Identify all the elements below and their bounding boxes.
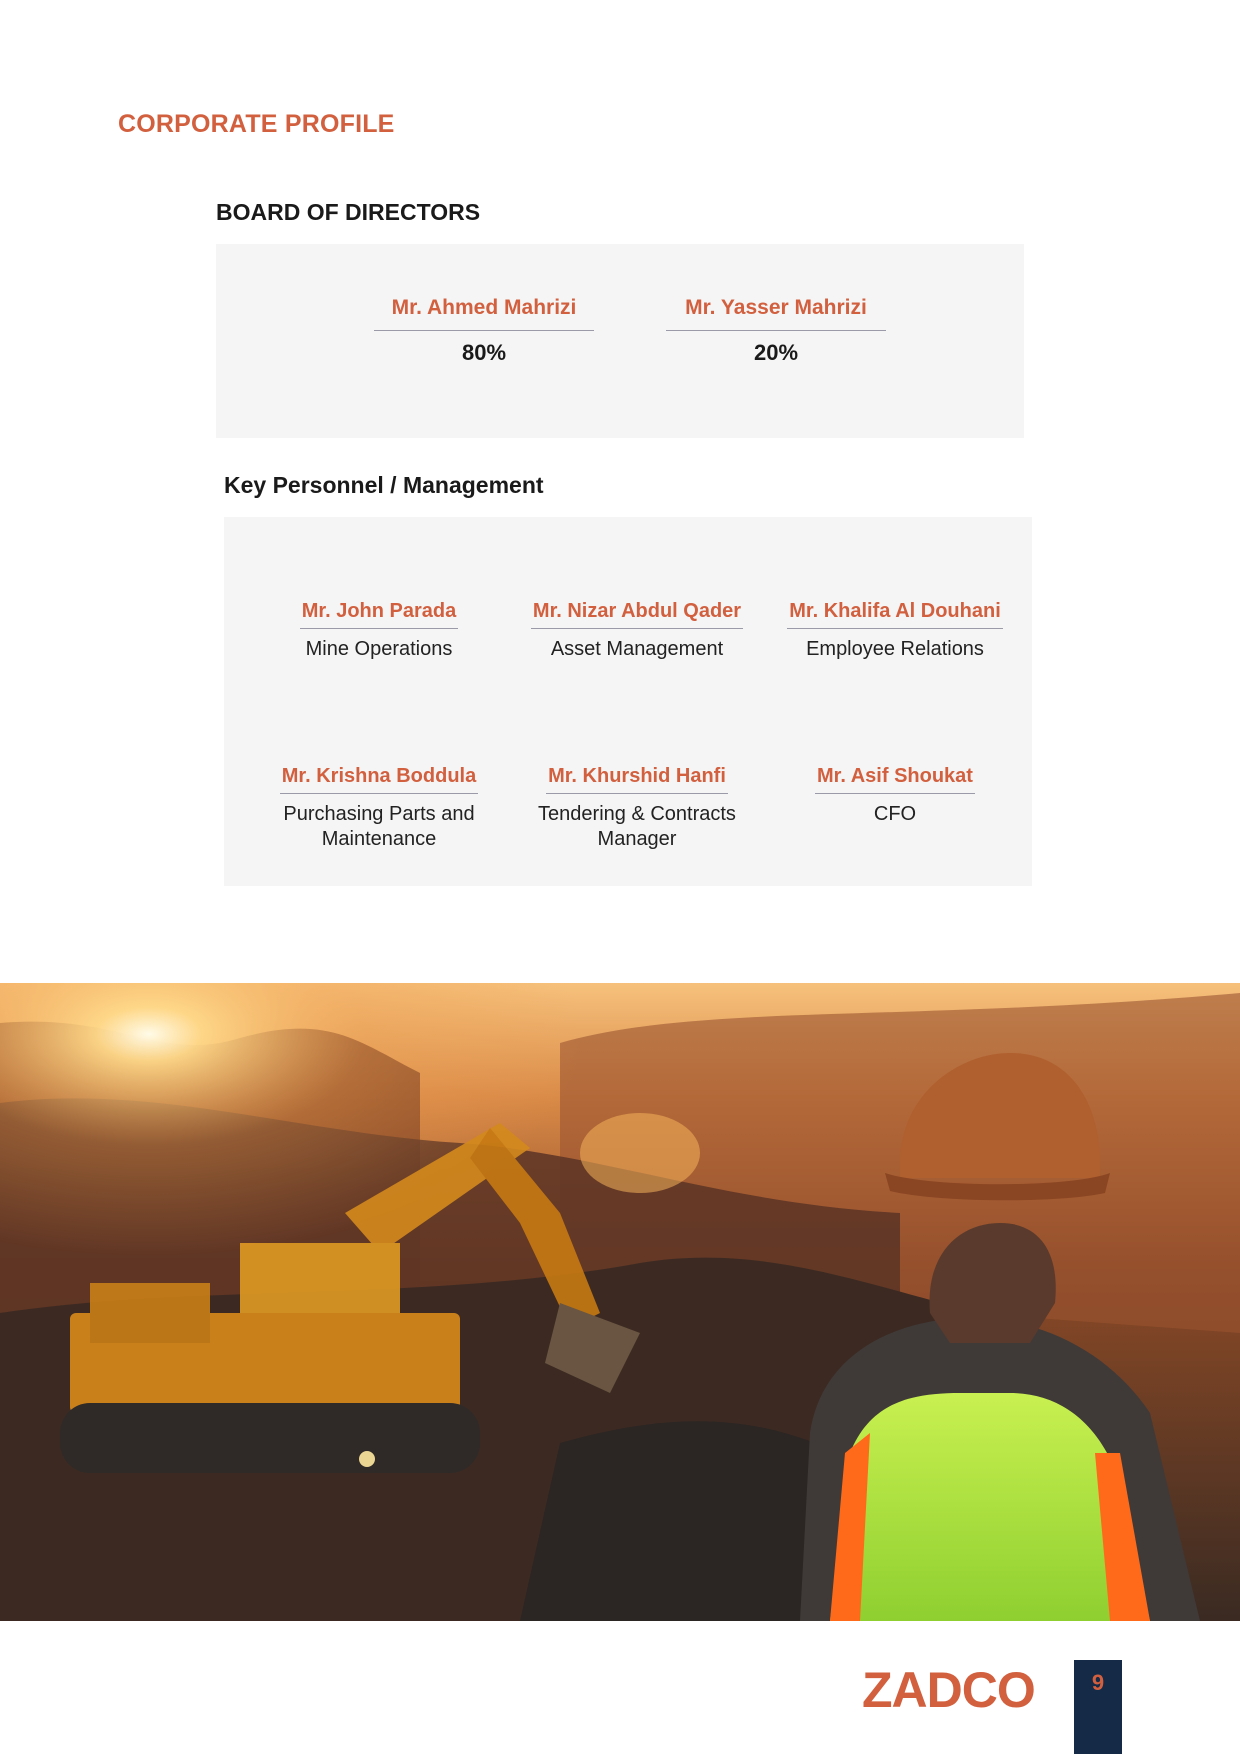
personnel-role: Employee Relations <box>806 638 984 660</box>
personnel-card <box>512 765 762 852</box>
personnel-role-line: Maintenance <box>321 828 437 850</box>
key-personnel-panel <box>224 517 1032 886</box>
board-heading: BOARD OF DIRECTORS <box>216 199 481 225</box>
personnel-name: Mr. Nizar Abdul Qader <box>531 600 743 629</box>
personnel-role <box>254 802 504 852</box>
personnel-role-line: Purchasing Parts and <box>283 803 475 825</box>
personnel-card <box>770 600 1020 662</box>
director-name: Mr. Yasser Mahrizi <box>666 296 886 331</box>
personnel-card <box>512 600 762 662</box>
svg-text:ZADCO: ZADCO <box>862 1662 1035 1714</box>
director-card <box>666 296 886 366</box>
personnel-role <box>512 802 762 852</box>
personnel-name: Mr. Krishna Boddula <box>280 765 478 794</box>
section-title: CORPORATE PROFILE <box>118 110 395 138</box>
board-panel <box>216 244 1024 438</box>
director-share: 80% <box>461 340 507 365</box>
personnel-role: Mine Operations <box>305 638 453 660</box>
page-number: 9 <box>1091 1670 1105 1695</box>
personnel-role: CFO <box>873 803 917 825</box>
key-personnel-heading: Key Personnel / Management <box>224 472 544 498</box>
personnel-name: Mr. Khurshid Hanfi <box>546 765 728 794</box>
personnel-name: Mr. John Parada <box>300 600 459 629</box>
personnel-role-line: Manager <box>597 828 677 850</box>
personnel-card <box>254 765 504 852</box>
personnel-name: Mr. Khalifa Al Douhani <box>787 600 1003 629</box>
personnel-name: Mr. Asif Shoukat <box>815 765 975 794</box>
personnel-card <box>770 765 1020 827</box>
director-name: Mr. Ahmed Mahrizi <box>374 296 594 331</box>
personnel-role-line: Tendering & Contracts <box>538 803 736 825</box>
personnel-role: Asset Management <box>550 638 724 660</box>
director-card <box>374 296 594 366</box>
page-number-tab <box>1074 1660 1122 1754</box>
zadco-logo <box>862 1660 1057 1714</box>
personnel-card <box>254 600 504 662</box>
mining-site-photo <box>0 983 1240 1621</box>
director-share: 20% <box>753 340 799 365</box>
